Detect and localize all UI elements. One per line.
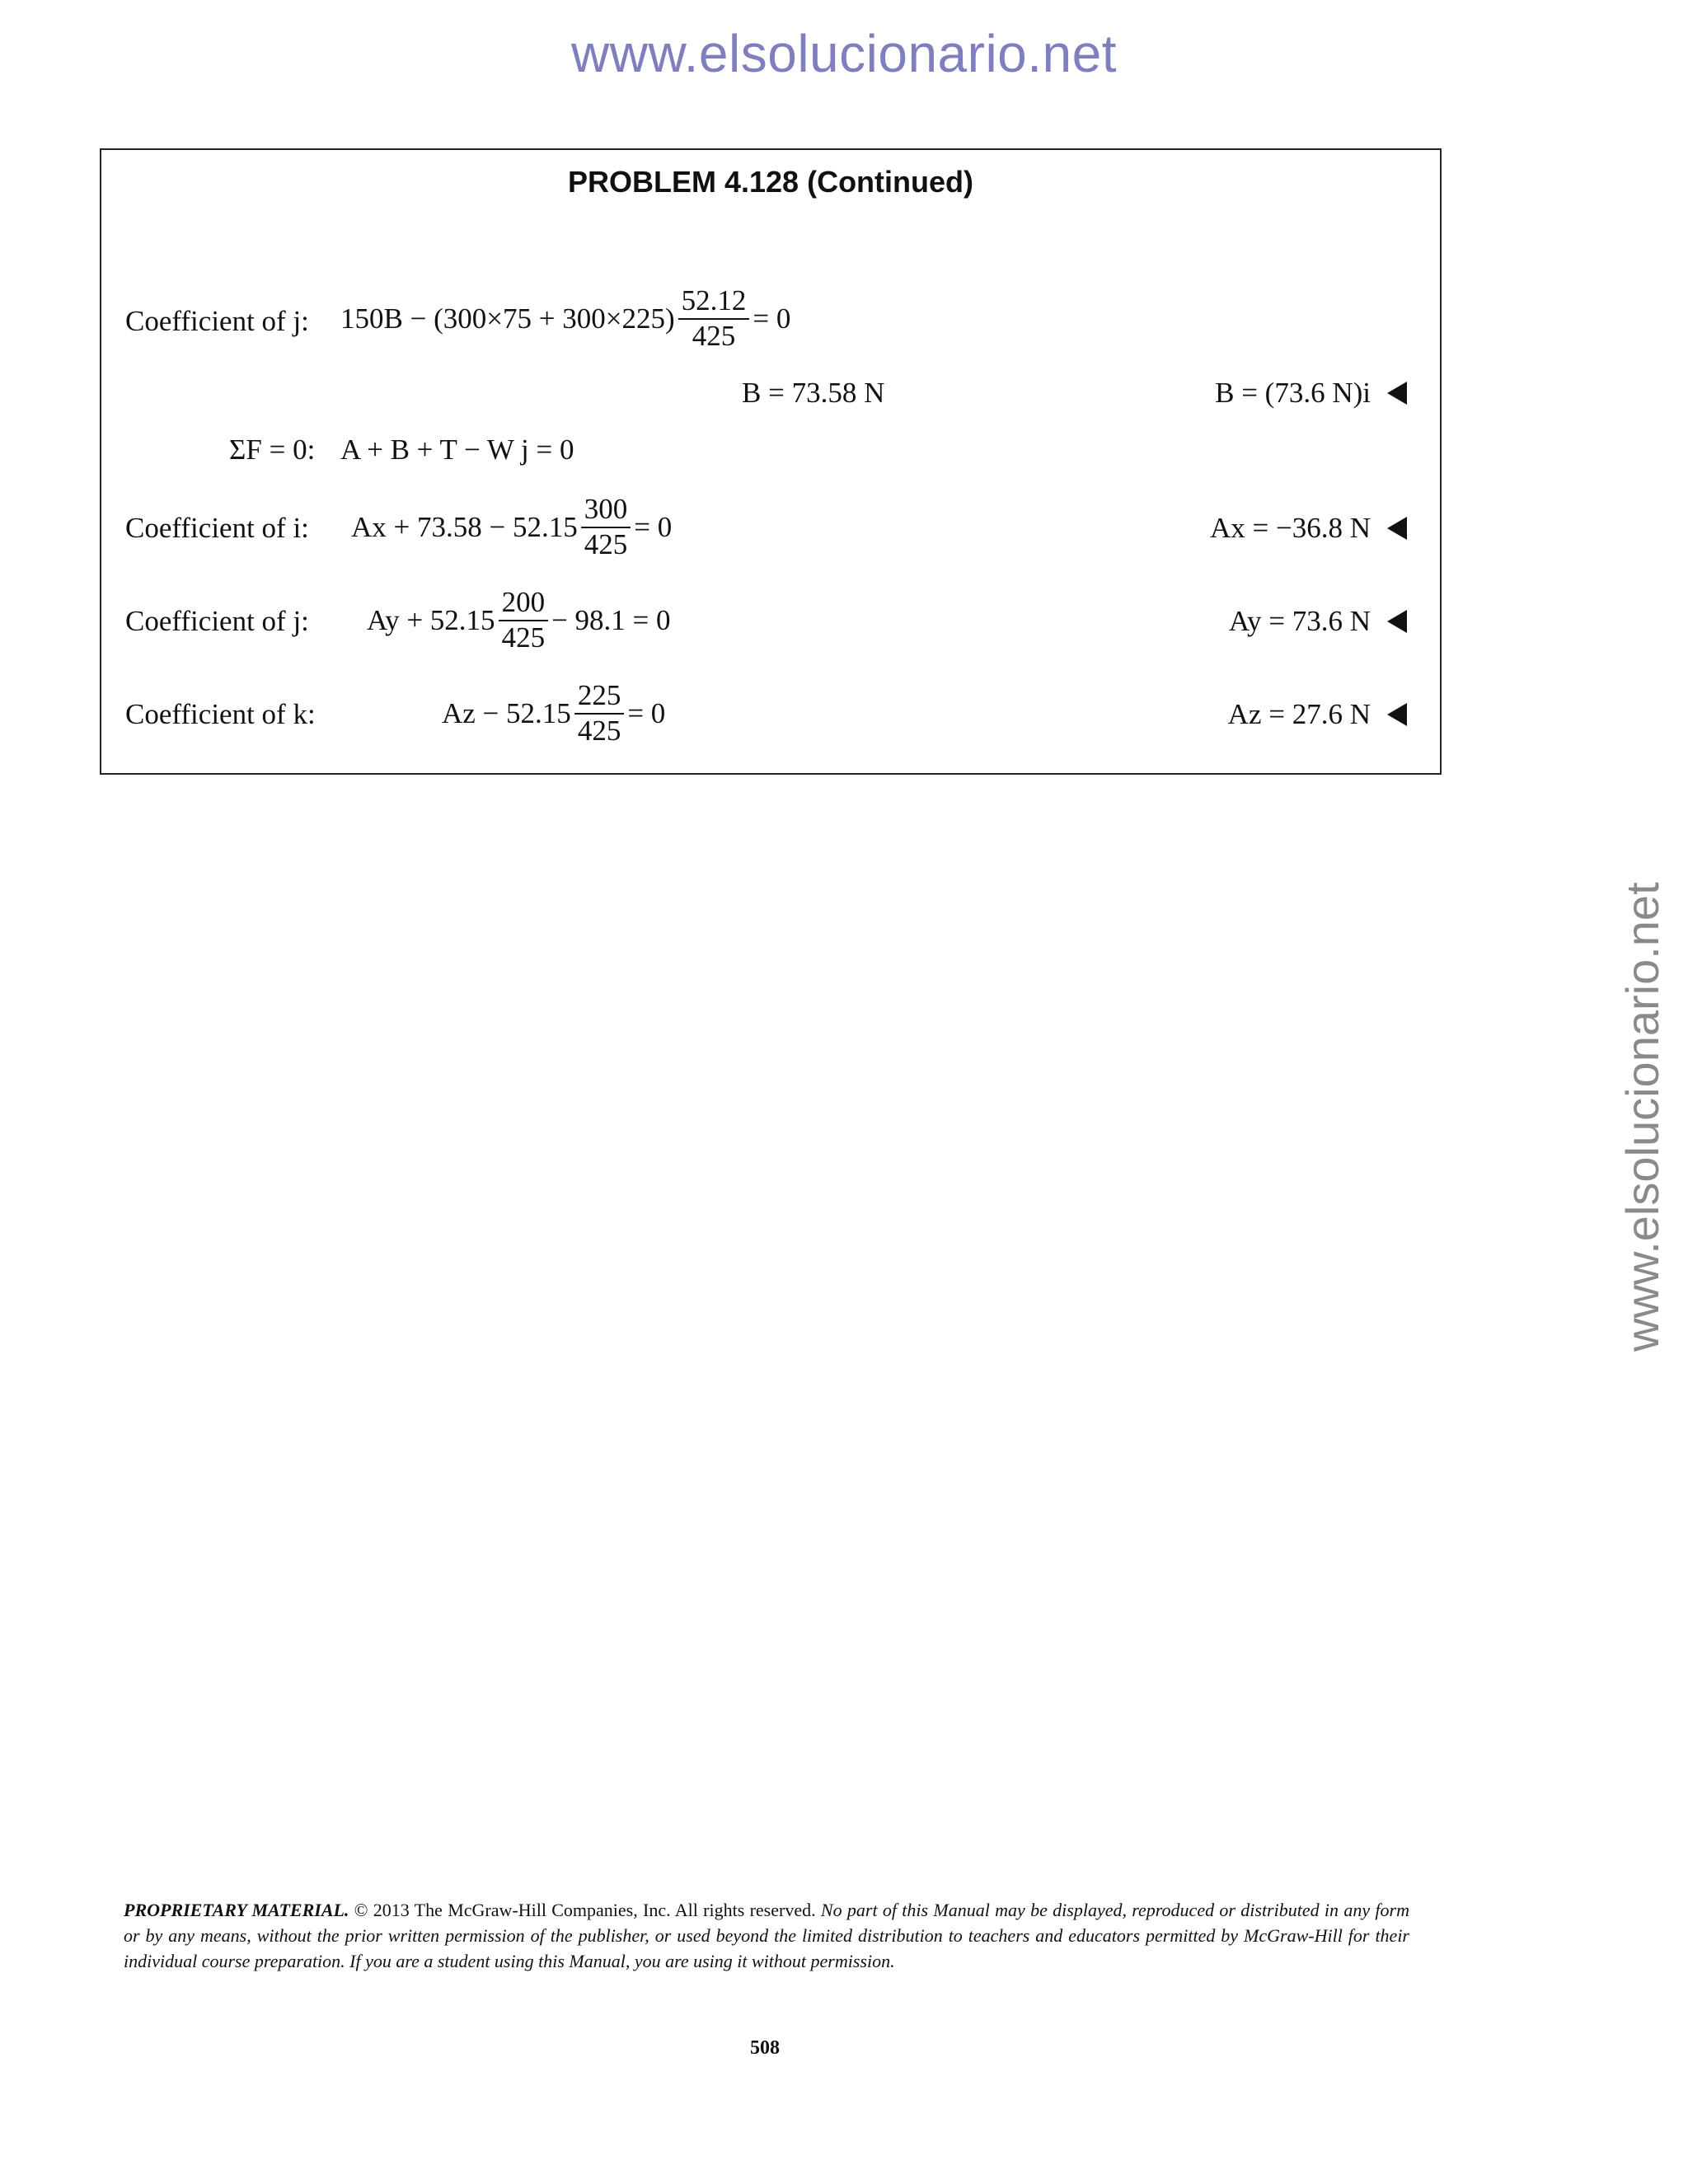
problem-title: PROBLEM 4.128 (Continued) [567, 165, 974, 199]
row-label-sum-f: ΣF = 0: [229, 434, 316, 466]
row-label-coeff-j-1: Coefficient of j: [125, 305, 309, 337]
fraction-numerator: 225 [574, 681, 625, 715]
row-label-coeff-j-2: Coefficient of j: [125, 605, 309, 637]
row-label-coeff-k: Coefficient of k: [125, 698, 316, 730]
equation-post: = 0 [753, 302, 791, 335]
problem-box [100, 148, 1442, 775]
result-ax [1210, 512, 1407, 545]
watermark-side-text: www.elsolucionario.net [1616, 882, 1668, 1352]
fraction-numerator: 200 [499, 588, 549, 621]
footer-copyright: © 2013 The McGraw-Hill Companies, Inc. All rights reserved. [349, 1900, 821, 1920]
intermediate-b: B = 73.58 N [742, 377, 885, 409]
fraction [581, 494, 631, 560]
result-b-text: B = (73.6 N)i [1215, 377, 1371, 409]
fraction-denominator: 425 [692, 319, 736, 352]
answer-arrow-icon [1387, 517, 1407, 540]
fraction [499, 588, 549, 654]
equation-post: − 98.1 = 0 [551, 603, 671, 636]
fraction-numerator: 300 [581, 494, 631, 528]
fraction-denominator: 425 [501, 621, 546, 654]
footer-lead: PROPRIETARY MATERIAL. [124, 1900, 349, 1920]
equation-pre: Az − 52.15 [442, 696, 571, 729]
equation-coeff-j-1 [340, 286, 790, 352]
result-ay [1229, 605, 1407, 638]
result-az [1228, 698, 1407, 731]
answer-arrow-icon [1387, 610, 1407, 633]
fraction [678, 286, 750, 352]
page-number: 508 [750, 2037, 780, 2059]
fraction-numerator: 52.12 [678, 286, 750, 320]
fraction [574, 681, 625, 747]
equation-pre: Ay + 52.15 [367, 603, 495, 636]
fraction-denominator: 425 [584, 527, 628, 560]
footer-notice: No part of this Manual may be displayed, reproduced or distributed in any form or by any means, without the prior written permission of the publisher, or used beyond the limited distribution to teachers and educators permitted by McGraw-Hill for their individual course preparation. If you are a student using this Manual, you are using it without permission. [124, 1900, 1409, 1971]
equation-post: = 0 [627, 696, 666, 729]
answer-arrow-icon [1387, 703, 1407, 726]
result-b [1215, 377, 1407, 410]
equation-pre: Ax + 73.58 − 52.15 [351, 510, 578, 543]
row-label-coeff-i: Coefficient of i: [125, 512, 309, 544]
equation-pre: 150B − (300×75 + 300×225) [340, 302, 675, 335]
result-ay-text: Ay = 73.6 N [1228, 605, 1371, 637]
result-ax-text: Ax = −36.8 N [1209, 512, 1371, 544]
equation-coeff-k [442, 681, 665, 747]
watermark-top: www.elsolucionario.net [571, 24, 1117, 83]
equation-post: = 0 [634, 510, 673, 543]
answer-arrow-icon [1387, 382, 1407, 405]
proprietary-footer [124, 1897, 1409, 1974]
equation-text: A + B + T − W j = 0 [340, 434, 574, 466]
equation-sum-f [340, 434, 574, 466]
result-az-text: Az = 27.6 N [1227, 698, 1371, 730]
fraction-denominator: 425 [577, 714, 621, 747]
equation-coeff-i [351, 494, 672, 560]
equation-coeff-j-2 [367, 588, 671, 654]
